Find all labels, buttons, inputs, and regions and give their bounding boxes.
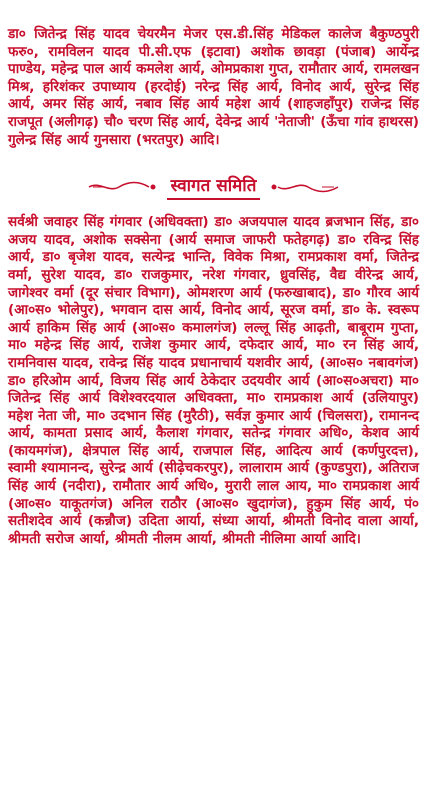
bottom-paragraph: सर्वश्री जवाहर सिंह गंगवार (अधिवक्ता) डा० अजयपाल यादव ब्रजभान सिंह, डा० अजय यादव, अशोक सक्सेना (आर्य समाज जाफरी फतेहगढ़) डा० रविन्द्र सिंह आर्य, डा० बृजेश यादव, सत्येन्द्र भान्ति, विवेक मिश्रा, रामप्रकाश वर्मा, जितेन्द्र वर्मा, सुरेश यादव, डा० राजकुमार, नरेश गंगवार, ध्रुवसिंह, वैद्य वीरेन्द्र आर्य, जागेश्वर वर्मा (दूर संचार विभाग), ओमशरण आर्य (फरुखाबाद), डा० गौरव आर्य (आ०स० भोलेपुर), भगवान दास आर्य, विनोद आर्य, सूरज वर्मा, डा० के. स्वरूप आर्य हाकिम सिंह आर्य (आ०स० कमालगंज) लल्लू सिंह आढ़ती, बाबूराम गुप्ता, मा० महेन्द्र सिंह आर्य, राजेश कुमार आर्य, दफेदार आर्य, मा० रन सिंह आर्य, रामनिवास यादव, रावेन्द्र सिंह यादव प्रधानाचार्य यशवीर आर्य, (आ०स० नबावगंज) डा० हरिओम आर्य, विजय सिंह आर्य ठेकेदार उदयवीर आर्य (आ०स०अचरा) मा० जितेन्द्र सिंह आर्य विशेश्वरदयाल अधिवक्ता, मा० रामप्रकाश आर्य (उलियापुर) महेश नेता जी, मा० उदभान सिंह (मुरैठी), सर्वज्ञ कुमार आर्य (चिलसरा), रामानन्द आर्य, कामता प्रसाद आर्य, कैलाश गंगवार, सतेन्द्र गंगवार अधि०, केशव आर्य (कायमगंज), क्षेत्रपाल सिंह आर्य, राजपाल सिंह, आदित्य आर्य (कर्णपुरदत्त), स्वामी श्यामानन्द, सुरेन्द्र आर्य (सीढ़ेचकरपुर), लालाराम आर्य (कुण्डपुरा), अतिराज सिंह आर्य (नदीरा), रामौतार आर्य अधि०, मुरारी लाल आय, मा० रामप्रकाश आर्य (आ०स० याकूतगंज) अनिल राठौर (आ०स० खुदागंज), हुकुम सिंह आर्य, पं० सतीशदेव आर्य (कन्नौज) उदिता आर्या, संध्या आर्या, श्रीमती विनोद वाला आर्या, श्रीमती सरोज आर्या, श्रीमती नीलम आर्या, श्रीमती नीलिमा आर्या आदि। — [8, 214, 419, 547]
left-ornament-icon — [87, 180, 159, 194]
section-heading: स्वागत समिति — [167, 173, 261, 200]
right-ornament-icon — [268, 180, 340, 194]
top-paragraph: डा० जितेन्द्र सिंह यादव चेयरमैन मेजर एस.डी.सिंह मेडिकल कालेज बैकुण्ठपुरी फरु०, रामविलन यादव पी.सी.एफ (इटावा) अशोक छावड़ा (पंजाब) आर्येन्द्र पाण्डेय, महेन्द्र पाल आर्य कमलेश आर्य, ओमप्रकाश गुप्त, रामौतार आर्य, रामलखन मिश्र, हरिशंकर उपाध्याय (हरदोई) नरेन्द्र सिंह आर्य, विनोद आर्य, सुरेन्द्र सिंह आर्य, अमर सिंह आर्य, नबाव सिंह आर्य महेश आर्य (शाहजहाँपुर) राजेन्द्र सिंह राजपूत (अलीगढ़) चौ० चरण सिंह आर्य, देवेन्द्र आर्य 'नेताजी' (ऊँचा गांव हाथरस) गुलेन्द्र सिंह आर्य गुनसारा (भरतपुर) आदि। — [8, 26, 419, 148]
section-heading-row — [0, 173, 427, 200]
